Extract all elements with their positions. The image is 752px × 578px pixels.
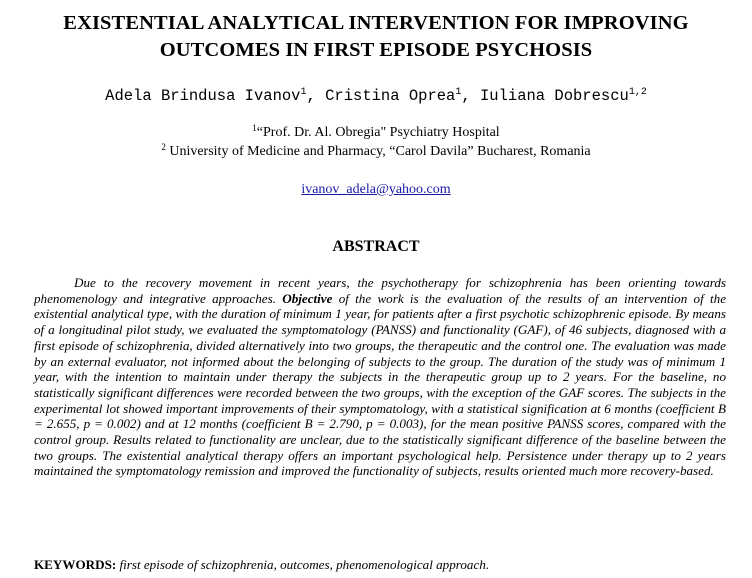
author-affiliation-marker: 1 <box>455 87 462 98</box>
affiliation-text: “Prof. Dr. Al. Obregia" Psychiatry Hospital <box>256 125 500 140</box>
affiliation-marker: 1 <box>252 123 257 133</box>
keywords-label: KEYWORDS: <box>34 557 117 572</box>
email-link[interactable]: ivanov_adela@yahoo.com <box>301 182 451 197</box>
paper-title <box>0 10 752 64</box>
affiliation-1 <box>0 124 752 142</box>
author-separator: , <box>461 87 480 105</box>
paper-title-line-2: OUTCOMES IN FIRST EPISODE PSYCHOSIS <box>159 39 593 61</box>
abstract-objective-label: Objective <box>282 290 333 306</box>
author-list <box>0 86 752 106</box>
keywords-line <box>34 557 726 573</box>
author-separator: , <box>306 87 326 105</box>
abstract-text-intro: Due to the recovery movement in recent years, the psychotherapy for schizophrenia has been orienting towards phenomenology and integrative approaches. <box>34 275 726 306</box>
abstract-text-main: of the work is the evaluation of the results of an intervention of the existential analytical type, with the duration of minimum 1 year, for patients after a first psychotic schizophrenic episode. By means of a longitudinal pilot study, we evaluated the symptomatology (PANSS) and functionality (GAF), of 46 subjects, diagnosed with a first episode of schizophrenia, divided alternatively into two groups, the therapeutic and the control one. The evaluation was made by an external evaluator, not informed about the belonging of subjects to the group. The duration of the study was of minimum 1 year, with the intention to maintain under therapy the subjects in the therapeutic group up to 2 years. For the baseline, no statistically significant differences were recorded between the two groups, with the exception of the GAF scores. The subjects in the experimental lot showed important improvements of their symptomatology, with a statistical signification at 6 months (coefficient B = 2.655, p = 0.002) and at 12 months (coefficient B = 2.790, p = 0.003), for the mean positive PANSS scores, compared with the control group. Results related to functionality are unclear, due to the statistically significant difference of the baseline between the two groups. The existential analytical therapy offers an important psychological help. Persistence under therapy up to 2 years maintained the symptomatology remission and improved the functionality of subjects, results oriented much more recovery-based. <box>34 290 727 479</box>
keywords-text: first episode of schizophrenia, outcomes, phenomenological approach. <box>116 557 490 572</box>
affiliation-2 <box>0 143 752 161</box>
affiliation-text: University of Medicine and Pharmacy, “Carol Davila” Bucharest, Romania <box>165 144 591 159</box>
contact-email <box>0 181 752 199</box>
author-name: Adela Brindusa Ivanov <box>105 87 301 105</box>
abstract-heading: ABSTRACT <box>332 238 420 255</box>
author-name: Iuliana Dobrescu <box>479 87 629 105</box>
author-name: Cristina Oprea <box>325 87 456 105</box>
author-affiliation-marker: 1,2 <box>628 87 647 98</box>
affiliation-marker: 2 <box>161 142 166 152</box>
abstract-body <box>34 275 726 479</box>
author-affiliation-marker: 1 <box>300 87 307 98</box>
paper-title-line-1: EXISTENTIAL ANALYTICAL INTERVENTION FOR IMPROVING <box>63 12 689 34</box>
